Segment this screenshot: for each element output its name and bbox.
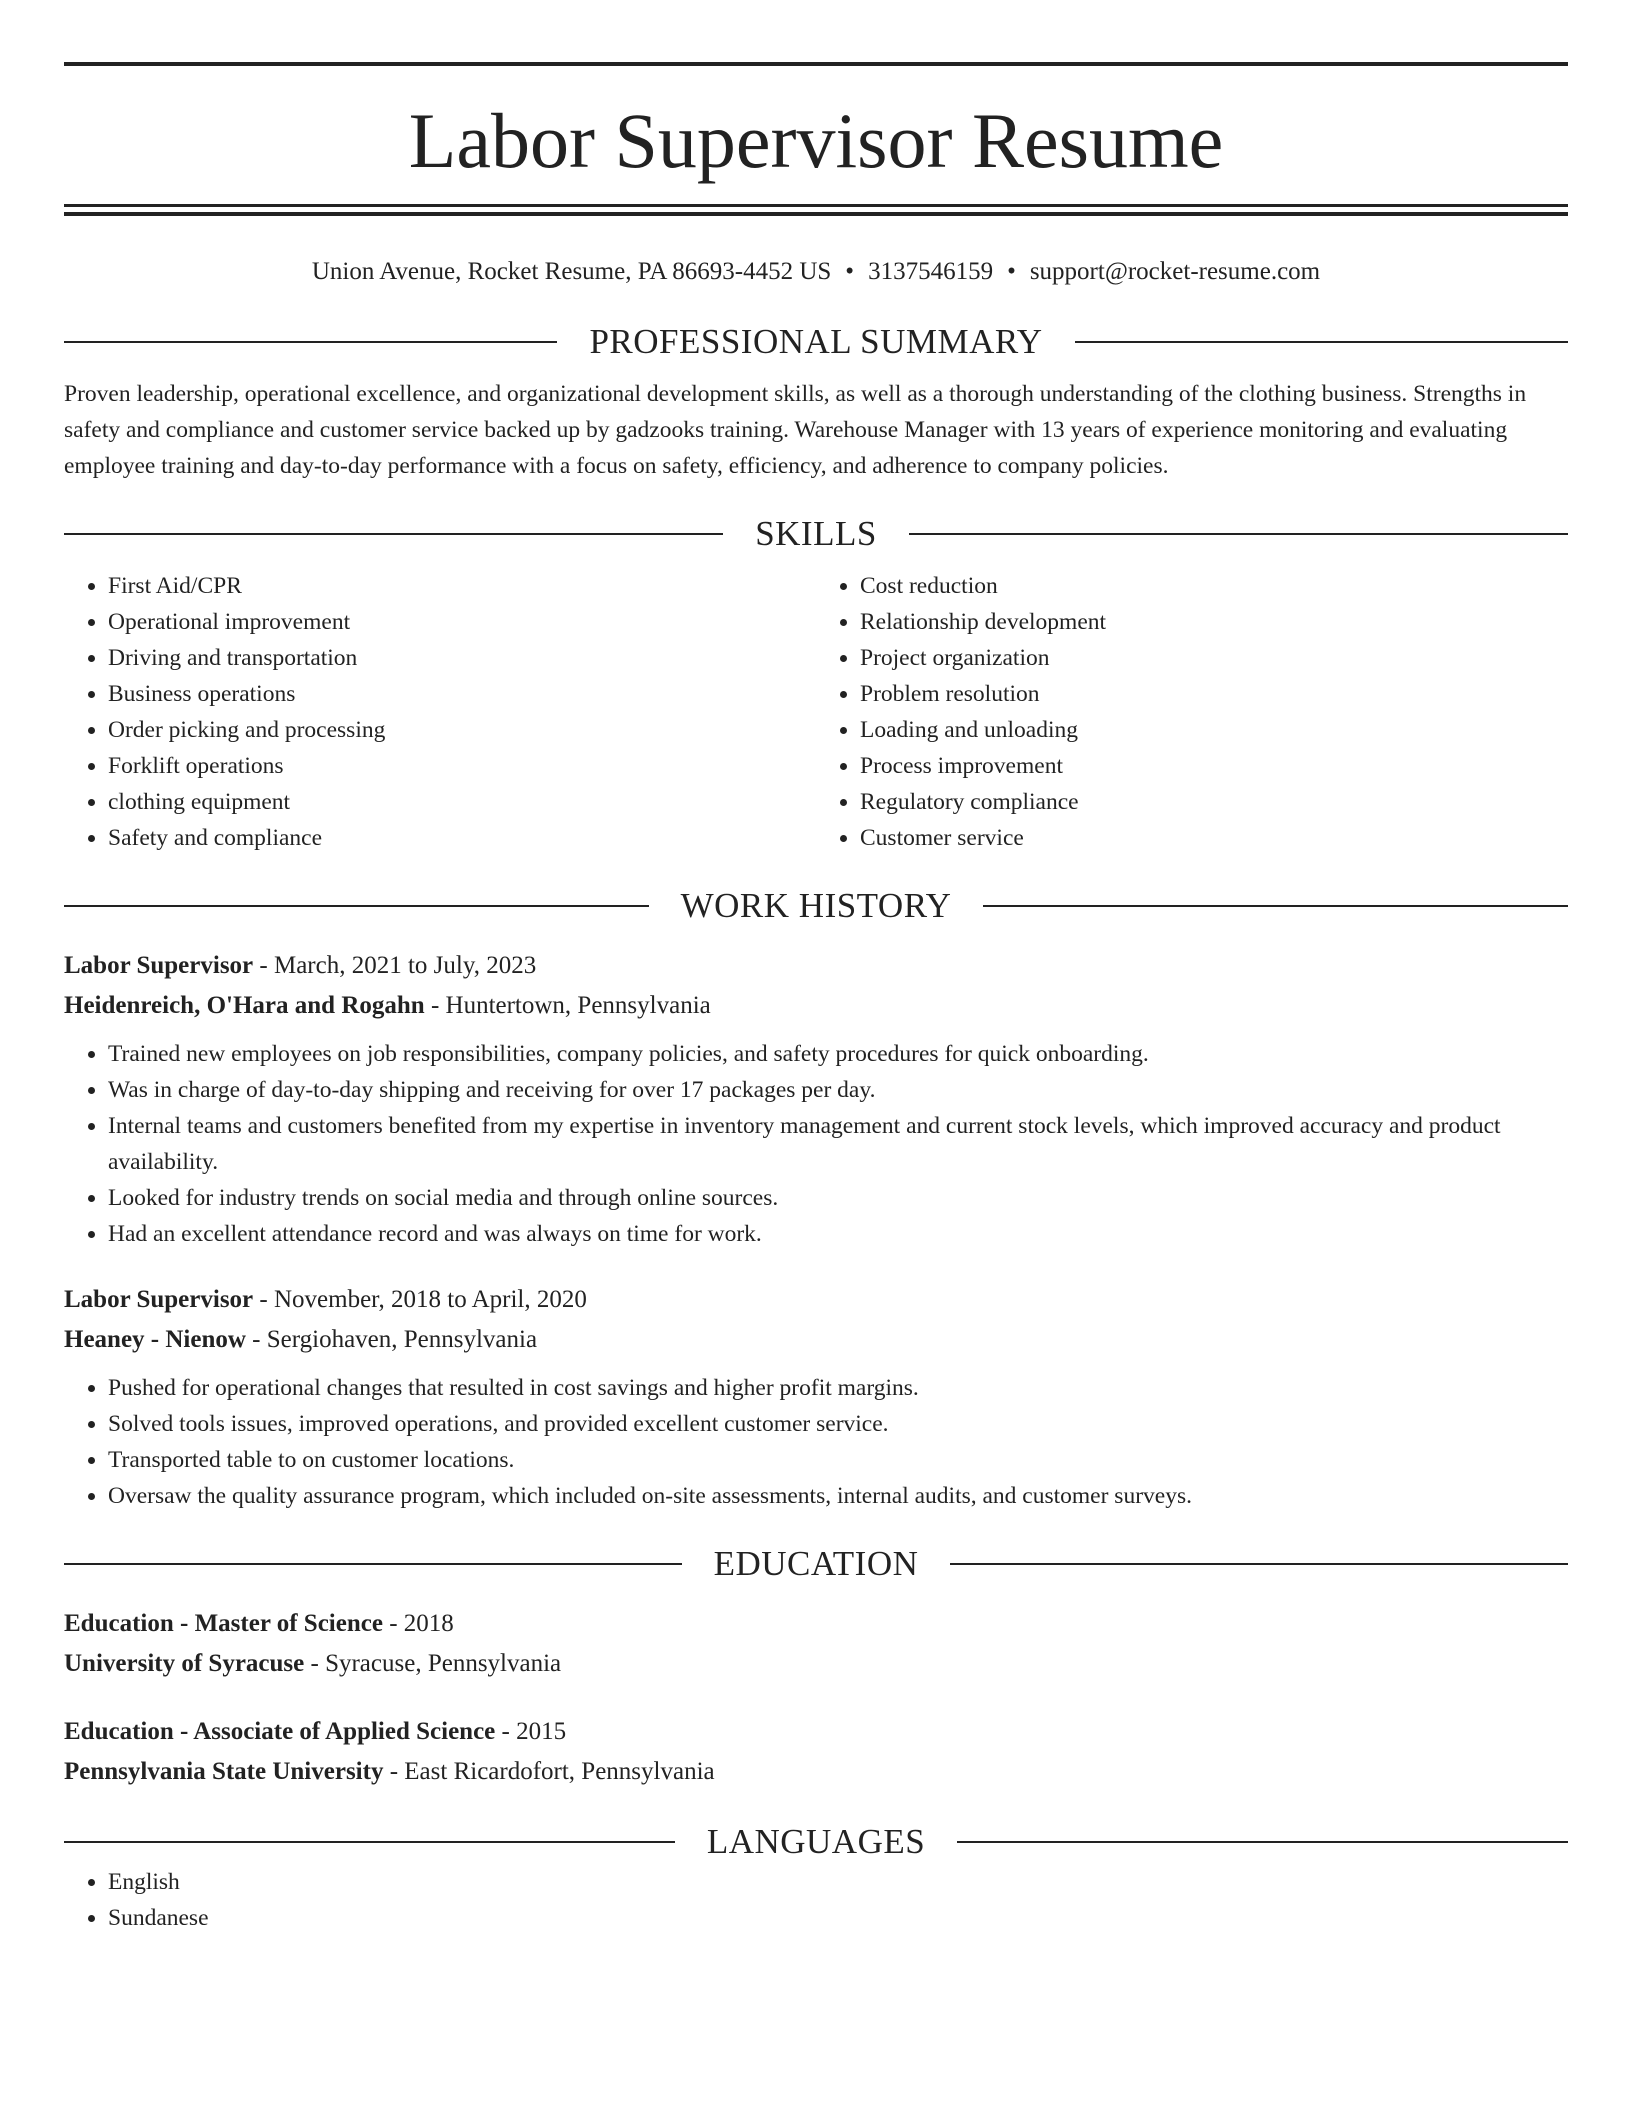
job-bullets <box>64 1370 1568 1514</box>
education-year: - 2018 <box>382 1610 454 1637</box>
skill-item: • Driving and transportation <box>108 640 816 676</box>
language-item: • Sundanese <box>108 1900 1568 1936</box>
contact-separator: • <box>845 258 855 285</box>
job-bullet: • Pushed for operational changes that resulted in cost savings and higher profit margins. <box>108 1370 1568 1406</box>
skills-column-left <box>64 568 816 856</box>
education-degree-line <box>64 1712 1568 1752</box>
skill-item: • First Aid/CPR <box>108 568 816 604</box>
divider-line <box>64 905 649 907</box>
skill-item: • Project organization <box>860 640 1568 676</box>
divider-line <box>909 533 1568 535</box>
section-title-languages: LANGUAGES <box>706 1822 926 1861</box>
job-bullet: • Internal teams and customers benefited from my expertise in inventory management and current stock levels, which improved accuracy and product availability. <box>108 1108 1568 1180</box>
education-entry <box>64 1604 1568 1684</box>
job-bullet: • Trained new employees on job responsibilities, company policies, and safety procedures for quick onboarding. <box>108 1036 1568 1072</box>
job-dates: - March, 2021 to July, 2023 <box>253 952 537 979</box>
divider-line <box>64 533 723 535</box>
skill-item: • Problem resolution <box>860 676 1568 712</box>
job-location: - Huntertown, Pennsylvania <box>424 992 711 1019</box>
education-location: - East Ricardofort, Pennsylvania <box>383 1758 715 1785</box>
skill-item: • Order picking and processing <box>108 712 816 748</box>
job-company-line <box>64 1320 1568 1360</box>
skill-item: • Process improvement <box>860 748 1568 784</box>
job-bullet: • Looked for industry trends on social media and through online sources. <box>108 1180 1568 1216</box>
language-item: • English <box>108 1864 1568 1900</box>
contact-line <box>64 252 1568 292</box>
section-header-work <box>64 884 1568 928</box>
job-bullet: • Was in charge of day-to-day shipping and receiving for over 17 packages per day. <box>108 1072 1568 1108</box>
contact-address: Union Avenue, Rocket Resume, PA 86693-4452 US <box>311 258 832 285</box>
job-entry <box>64 1280 1568 1514</box>
job-company: Heidenreich, O'Hara and Rogahn <box>64 992 425 1019</box>
education-degree: Education - Master of Science <box>64 1610 383 1637</box>
contact-phone: 3137546159 <box>868 258 994 285</box>
skill-item: • Operational improvement <box>108 604 816 640</box>
contact-separator: • <box>1007 258 1016 285</box>
skills-list <box>64 568 1568 856</box>
section-title-work: WORK HISTORY <box>680 886 952 925</box>
job-bullet: • Solved tools issues, improved operations, and provided excellent customer service. <box>108 1406 1568 1442</box>
divider-line <box>64 1563 682 1565</box>
job-company: Heaney - Nienow <box>64 1326 246 1353</box>
section-title-education: EDUCATION <box>713 1544 919 1583</box>
skill-item: • Customer service <box>860 820 1568 856</box>
section-header-education <box>64 1542 1568 1586</box>
job-entry <box>64 946 1568 1252</box>
top-rule <box>64 62 1568 66</box>
section-title-summary: PROFESSIONAL SUMMARY <box>589 322 1043 361</box>
education-school-line <box>64 1752 1568 1792</box>
divider-line <box>1075 341 1568 343</box>
job-title: Labor Supervisor <box>64 952 254 979</box>
section-title-skills: SKILLS <box>755 514 877 553</box>
skill-item: • Loading and unloading <box>860 712 1568 748</box>
skill-item: • Regulatory compliance <box>860 784 1568 820</box>
divider-line <box>957 1841 1568 1843</box>
section-header-summary <box>64 320 1568 364</box>
divider-line <box>983 905 1568 907</box>
double-rule <box>64 204 1568 216</box>
resume-title: Labor Supervisor Resume <box>408 97 1224 184</box>
skill-item: • Forklift operations <box>108 748 816 784</box>
job-bullets <box>64 1036 1568 1252</box>
divider-line <box>64 341 557 343</box>
job-dates: - November, 2018 to April, 2020 <box>253 1286 587 1313</box>
job-title-line <box>64 946 1568 986</box>
summary-text: Proven leadership, operational excellence, and organizational development skills, as well as a thorough understanding of the clothing business. Strengths in safety and compliance and customer service backed up by gadzooks training. Warehouse Manager with 13 years of experience monitoring and evaluating employee training and day-to-day performance with a focus on safety, efficiency, and adherence to company policies. <box>64 381 1527 479</box>
job-bullet: • Oversaw the quality assurance program, which included on-site assessments, internal audits, and customer surveys. <box>108 1478 1568 1514</box>
education-location: - Syracuse, Pennsylvania <box>304 1650 562 1677</box>
job-bullet: • Transported table to on customer locations. <box>108 1442 1568 1478</box>
skill-item: • Relationship development <box>860 604 1568 640</box>
skill-item: • clothing equipment <box>108 784 816 820</box>
skill-item: • Cost reduction <box>860 568 1568 604</box>
skills-column-right <box>816 568 1568 856</box>
divider-line <box>64 1841 675 1843</box>
job-company-line <box>64 986 1568 1026</box>
job-location: - Sergiohaven, Pennsylvania <box>245 1326 538 1353</box>
education-school: Pennsylvania State University <box>64 1758 384 1785</box>
skill-item: • Safety and compliance <box>108 820 816 856</box>
education-degree-line <box>64 1604 1568 1644</box>
job-title-line <box>64 1280 1568 1320</box>
languages-list <box>64 1864 1568 1936</box>
job-title: Labor Supervisor <box>64 1286 254 1313</box>
education-school-line <box>64 1644 1568 1684</box>
job-bullet: • Had an excellent attendance record and was always on time for work. <box>108 1216 1568 1252</box>
contact-email: support@rocket-resume.com <box>1029 258 1321 285</box>
section-header-languages <box>64 1820 1568 1864</box>
skill-item: • Business operations <box>108 676 816 712</box>
education-degree: Education - Associate of Applied Science <box>64 1718 496 1745</box>
divider-line <box>950 1563 1568 1565</box>
education-entry <box>64 1712 1568 1792</box>
section-header-skills <box>64 512 1568 556</box>
education-school: University of Syracuse <box>64 1650 305 1677</box>
education-year: - 2015 <box>495 1718 567 1745</box>
